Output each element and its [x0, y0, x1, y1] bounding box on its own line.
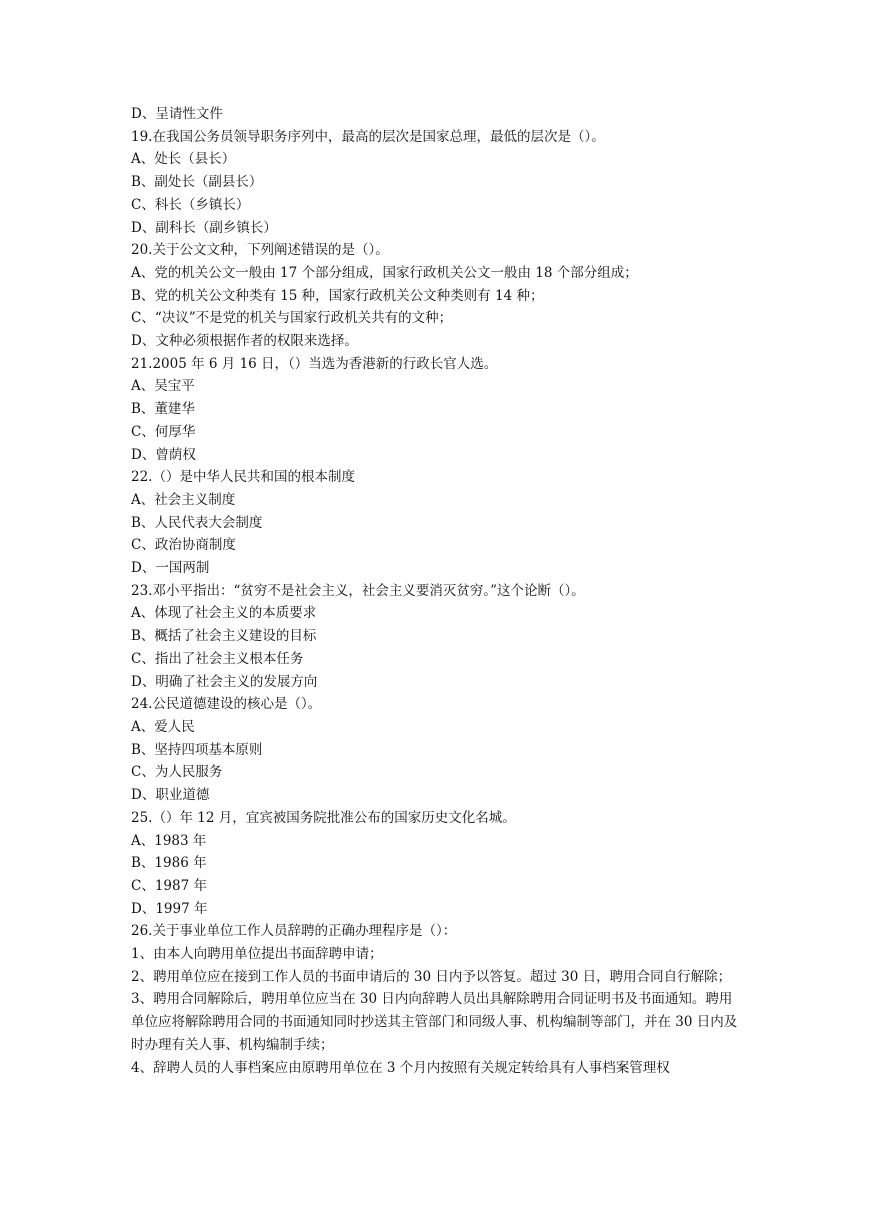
question-line: 26.关于事业单位工作人员辞聘的正确办理程序是（）： — [131, 923, 457, 940]
option-line: C、1987 年 — [131, 877, 207, 894]
option-line: B、人民代表大会制度 — [131, 514, 263, 531]
option-line: C、为人民服务 — [131, 764, 223, 781]
option-line: A、党的机关公文一般由 17 个部分组成，国家行政机关公文一般由 18 个部分组成； — [131, 264, 638, 281]
question-line: 23.邓小平指出：“贫穷不是社会主义，社会主义要消灭贫穷。”这个论断（）。 — [131, 582, 585, 599]
option-line: B、副处长（副县长） — [131, 174, 263, 191]
option-line: A、1983 年 — [131, 832, 207, 849]
option-line: D、副科长（副乡镇长） — [131, 219, 277, 236]
option-line: A、社会主义制度 — [131, 491, 236, 508]
question-line: 22.（）是中华人民共和国的根本制度 — [131, 469, 355, 486]
option-line: C、“决议”不是党的机关与国家行政机关共有的文种； — [131, 310, 453, 327]
option-line: D、1997 年 — [131, 900, 208, 917]
option-line: D、职业道德 — [131, 787, 210, 804]
procedure-step: 4、辞聘人员的人事档案应由原聘用单位在 3 个月内按照有关规定转给具有人事档案管理权 — [131, 1059, 670, 1076]
option-line: C、指出了社会主义根本任务 — [131, 650, 304, 667]
option-line: B、坚持四项基本原则 — [131, 741, 263, 758]
question-line: 19.在我国公务员领导职务序列中，最高的层次是国家总理，最低的层次是（）。 — [131, 128, 605, 145]
option-line: D、明确了社会主义的发展方向 — [131, 673, 318, 690]
option-line: B、党的机关公文种类有 15 种，国家行政机关公文种类则有 14 种； — [131, 287, 544, 304]
procedure-step: 2、聘用单位应在接到工作人员的书面申请后的 30 日内予以答复。超过 30 日，聘用合同自行解除； — [131, 968, 732, 985]
option-line: B、董建华 — [131, 401, 195, 418]
option-line: D、文种必须根据作者的权限来选择。 — [131, 333, 358, 350]
option-line: D、呈请性文件 — [131, 106, 223, 122]
document-page — [131, 103, 741, 1079]
option-line: D、曾荫权 — [131, 446, 196, 463]
question-line: 24.公民道德建设的核心是（）。 — [131, 696, 322, 713]
option-line: C、科长（乡镇长） — [131, 196, 250, 213]
option-line: A、体现了社会主义的本质要求 — [131, 605, 317, 622]
option-line: A、处长（县长） — [131, 151, 236, 168]
option-line: D、一国两制 — [131, 560, 210, 577]
question-line: 25.（）年 12 月，宜宾被国务院批准公布的国家历史文化名城。 — [131, 809, 516, 826]
option-line: B、概括了社会主义建设的目标 — [131, 628, 317, 645]
procedure-step: 1、由本人向聘用单位提出书面辞聘申请； — [131, 946, 383, 963]
option-line: B、1986 年 — [131, 855, 207, 872]
option-line: C、何厚华 — [131, 423, 196, 440]
question-line: 20.关于公文文种，下列阐述错误的是（）。 — [131, 242, 389, 259]
question-line: 21.2005 年 6 月 16 日，（）当选为香港新的行政长官人选。 — [131, 355, 498, 372]
option-line: C、政治协商制度 — [131, 537, 236, 554]
option-line: A、爱人民 — [131, 718, 195, 735]
option-line: A、吴宝平 — [131, 378, 195, 395]
procedure-step: 3、聘用合同解除后，聘用单位应当在 30 日内向辞聘人员出具解除聘用合同证明书及书面通知。聘用单位应将解除聘用合同的书面通知同时抄送其主管部门和同级人事、机构编制等部门，并在 30 日内及时办理有关人事、机构编制手续； — [131, 991, 738, 1053]
